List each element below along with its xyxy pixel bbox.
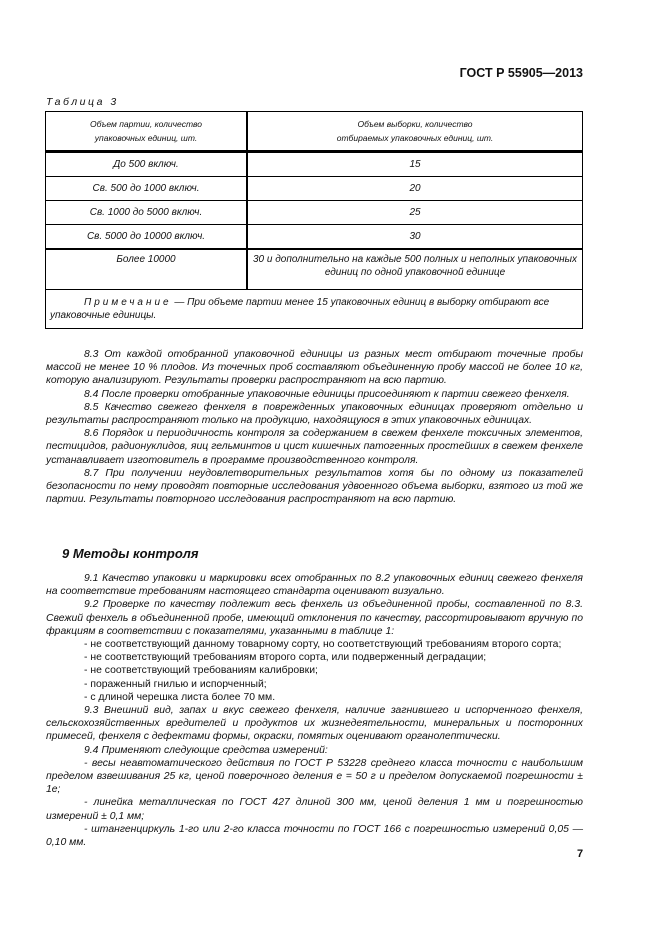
- paragraph-9-1: 9.1 Качество упаковки и маркировки всех отобранных по 8.2 упаковочных единиц свежего фенхеля на соответствие требованиям настоящего стандарта оценивают визуально.: [46, 573, 583, 598]
- section-8-body: [46, 348, 583, 506]
- paragraph-8-6: 8.6 Порядок и периодичность контроля за содержанием в свежем фенхеле токсичных элементов, пестицидов, радионуклидов, яиц гельминтов и цист кишечных патогенных простейших в свежем фенхеле устанавливает изготовитель в программе производственного контроля.: [46, 428, 583, 466]
- section-9-title: 9 Методы контроля: [62, 546, 199, 561]
- list-item: - пораженный гнилью и испорченный;: [84, 678, 267, 690]
- table-note: [46, 290, 583, 329]
- list-item: - не соответствующий данному товарному сорту, но соответствующий требованиям второго сорта;: [84, 639, 562, 651]
- list-item: - штангенциркуль 1-го или 2-го класса точности по ГОСТ 166 с погрешностью измерений 0,05 — 0,10 мм.: [46, 823, 583, 849]
- paragraph-8-3: 8.3 От каждой отобранной упаковочной единицы из разных мест отбирают точечные пробы массой не менее 10 % плодов. Из точечных проб составляют объединенную пробу массой не более 10 кг, которую анализируют. Результаты проверки распространяют на всю партию.: [46, 349, 583, 387]
- table-header-row: [46, 112, 583, 152]
- list-item: - линейка металлическая по ГОСТ 427 длиной 300 мм, ценой деления 1 мм и погрешностью измерений ± 0,1 мм;: [46, 797, 583, 822]
- list-item: - не соответствующий требованиям калибровки;: [84, 665, 318, 677]
- table-row: [46, 152, 583, 177]
- note-text: — При объеме партии менее 15 упаковочных единиц в выборку отбирают все упаковочные единицы.: [50, 297, 550, 321]
- list-item: - с длиной черешка листа более 70 мм.: [84, 691, 276, 703]
- paragraph-8-7: 8.7 При получении неудовлетворительных результатов хотя бы по одному из показателей безопасности по нему проводят повторные исследования удвоенного объема выборки, взятого из той же партии. Результаты повторного исследования распространяют на всю партию.: [46, 467, 583, 506]
- cell-sample: 25: [247, 201, 583, 225]
- table-note-row: [46, 290, 583, 329]
- column-header-sample: Объем выборки, количество отбираемых упаковочных единиц, шт.: [247, 112, 583, 152]
- cell-sample: 15: [247, 152, 583, 177]
- cell-sample: 20: [247, 177, 583, 201]
- table-row: [46, 177, 583, 201]
- cell-lot: Св. 5000 до 10000 включ.: [46, 225, 248, 250]
- list-item: - весы неавтоматического действия по ГОСТ Р 53228 среднего класса точности с наибольшим пределом взвешивания 25 кг, ценой поверочного деления е = 50 г и пределом допускаемой погрешности ± 1е;: [46, 757, 583, 796]
- table-row: [46, 225, 583, 250]
- section-9-body: [46, 550, 583, 849]
- paragraph-8-4: 8.4 После проверки отобранные упаковочные единицы присоединяют к партии свежего фенхеля.: [84, 388, 570, 400]
- cell-lot: Более 10000: [46, 249, 248, 290]
- paragraph-9-2: 9.2 Проверке по качеству подлежит весь фенхель из объединенной пробы, составленной по 8.3. Свежий фенхель в объединенной пробе, имеющий отклонения по качеству, рассортировывают вручную по фракциям в соответствии с показателями, указанными в таблице 1:: [46, 599, 583, 637]
- table-row: [46, 201, 583, 225]
- column-header-lot: Объем партии, количество упаковочных единиц, шт.: [46, 112, 248, 152]
- cell-sample: 30: [247, 225, 583, 250]
- paragraph-9-4: 9.4 Применяют следующие средства измерений:: [84, 744, 328, 756]
- table-caption: Таблица 3: [46, 96, 119, 108]
- cell-sample: 30 и дополнительно на каждые 500 полных и неполных упаковочных единиц по одной упаковочной единице: [247, 249, 583, 290]
- cell-lot: До 500 включ.: [46, 152, 248, 177]
- document-id: ГОСТ Р 55905—2013: [459, 66, 583, 80]
- table-row: [46, 249, 583, 290]
- cell-lot: Св. 500 до 1000 включ.: [46, 177, 248, 201]
- paragraph-8-5: 8.5 Качество свежего фенхеля в поврежденных упаковочных единицах проверяют отдельно и результаты распространяют только на продукцию, находящуюся в этих упаковочных единицах.: [46, 401, 583, 427]
- table-3: [45, 111, 583, 329]
- cell-lot: Св. 1000 до 5000 включ.: [46, 201, 248, 225]
- list-item: - не соответствующий требованиям второго сорта, или подверженный деградации;: [84, 652, 487, 664]
- paragraph-9-3: 9.3 Внешний вид, запах и вкус свежего фенхеля, наличие загнившего и испорченного фенхеля, сельскохозяйственных вредителей и продуктов их жизнедеятельности, минеральных и посторонних примесей, фенхеля с дефектами формы, окраски, помятых оценивают органолептически.: [46, 705, 583, 743]
- page-number: 7: [577, 848, 584, 860]
- note-label: Примечание: [84, 297, 172, 308]
